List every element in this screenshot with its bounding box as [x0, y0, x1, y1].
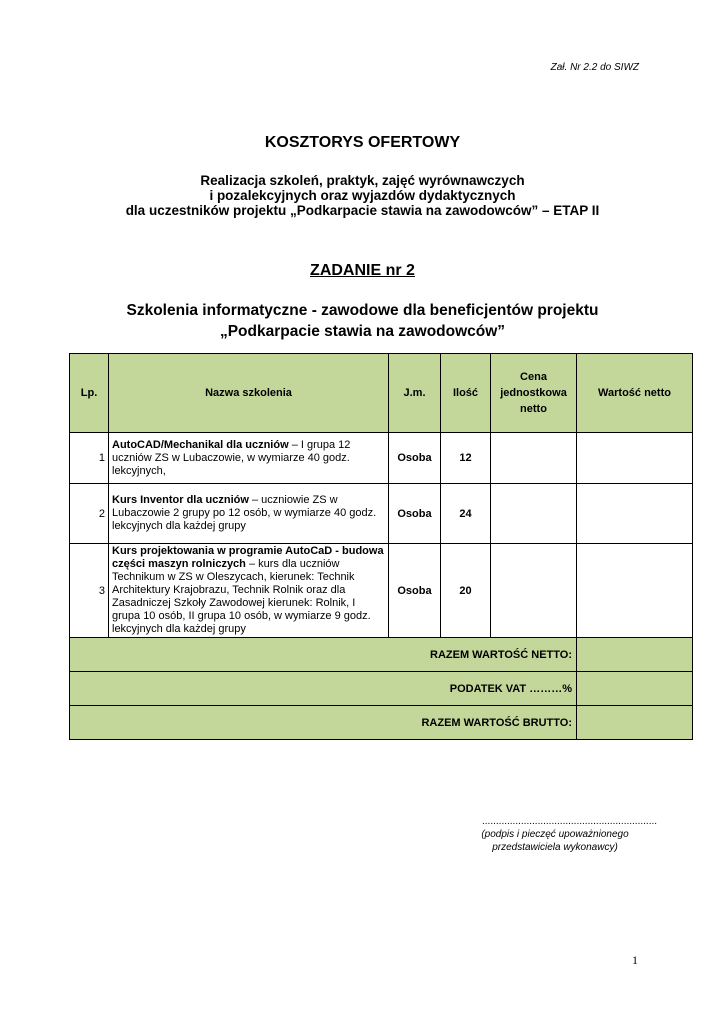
- net-total-label: RAZEM WARTOŚĆ NETTO:: [70, 638, 577, 672]
- cost-estimate-table: [69, 353, 693, 740]
- row-qty: 12: [441, 433, 491, 484]
- subtitle-line-3: dla uczestników projektu „Podkarpacie stawia na zawodowców” – ETAP II: [125, 203, 600, 218]
- row-value[interactable]: [577, 544, 693, 638]
- vat-value[interactable]: [577, 672, 693, 706]
- summary-row-vat: [70, 672, 693, 706]
- row-qty: 24: [441, 484, 491, 544]
- row-qty: 20: [441, 544, 491, 638]
- signature-caption-line-1: (podpis i pieczęć upoważnionego: [481, 829, 629, 840]
- subtitle-line-1: Realizacja szkoleń, praktyk, zajęć wyrównawczych: [200, 173, 525, 188]
- header-unit-price: Cena jednostkowa netto: [491, 354, 577, 433]
- signature-caption: [470, 828, 640, 854]
- task-heading: ZADANIE nr 2: [310, 262, 415, 279]
- table-header-row: [70, 354, 693, 433]
- row-value[interactable]: [577, 433, 693, 484]
- gross-total-label: RAZEM WARTOŚĆ BRUTTO:: [70, 706, 577, 740]
- document-subtitle: [0, 173, 725, 218]
- signature-caption-line-2: przedstawiciela wykonawcy): [492, 842, 618, 853]
- header-qty: Ilość: [441, 354, 491, 433]
- attachment-reference: Zał. Nr 2.2 do SIWZ: [550, 62, 639, 73]
- row-unit-price[interactable]: [491, 433, 577, 484]
- task-description: Szkolenia informatyczne - zawodowe dla beneficjentów projektu „Podkarpacie stawia na zawodowców”: [126, 302, 599, 340]
- table-row: [70, 433, 693, 484]
- row-name-rest: – I grupa 12 uczniów ZS w Lubaczowie, w wymiarze 40 godz. lekcyjnych,: [112, 438, 351, 477]
- net-total-value[interactable]: [577, 638, 693, 672]
- row-lp: 3: [70, 544, 109, 638]
- header-value: Wartość netto: [577, 354, 693, 433]
- row-name: [109, 544, 389, 638]
- header-name: Nazwa szkolenia: [109, 354, 389, 433]
- row-jm: Osoba: [389, 484, 441, 544]
- row-unit-price[interactable]: [491, 544, 577, 638]
- header-lp: Lp.: [70, 354, 109, 433]
- signature-line: ...............................................................: [482, 816, 658, 827]
- header-jm: J.m.: [389, 354, 441, 433]
- document-title: KOSZTORYS OFERTOWY: [264, 134, 461, 151]
- row-name-bold: Kurs projektowania w programie AutoCaD - budowa części maszyn rolniczych: [112, 545, 384, 570]
- row-name-bold: Kurs Inventor dla uczniów: [112, 494, 249, 506]
- row-name: [109, 433, 389, 484]
- gross-total-value[interactable]: [577, 706, 693, 740]
- row-name-rest: – kurs dla uczniów Technikum w ZS w Oleszycach, kierunek: Technik Architektury Krajobrazu, Technik Rolnik oraz dla Zasadniczej Szkoły Zawodowej kierunek: Rolnik, I grupa 10 osób, II grupa 10 osób, w wymiarze 9 godz. lekcyjnych dla każdej grupy: [112, 558, 371, 635]
- table-row: [70, 544, 693, 638]
- row-jm: Osoba: [389, 544, 441, 638]
- row-name-rest: – uczniowie ZS w Lubaczowie 2 grupy po 12 osób, w wymiarze 40 godz. lekcyjnych dla każdej grupy: [112, 494, 377, 532]
- subtitle-line-2: i pozalekcyjnych oraz wyjazdów dydaktycznych: [209, 188, 516, 203]
- row-name-bold: AutoCAD/Mechanikal dla uczniów: [112, 438, 289, 451]
- row-unit-price[interactable]: [491, 484, 577, 544]
- summary-row-gross: [70, 706, 693, 740]
- row-lp: 2: [70, 484, 109, 544]
- row-jm: Osoba: [389, 433, 441, 484]
- summary-row-net: [70, 638, 693, 672]
- page-number: 1: [632, 953, 638, 967]
- row-name: [109, 484, 389, 544]
- row-value[interactable]: [577, 484, 693, 544]
- table-row: [70, 484, 693, 544]
- row-lp: 1: [70, 433, 109, 484]
- vat-label: PODATEK VAT ………%: [70, 672, 577, 706]
